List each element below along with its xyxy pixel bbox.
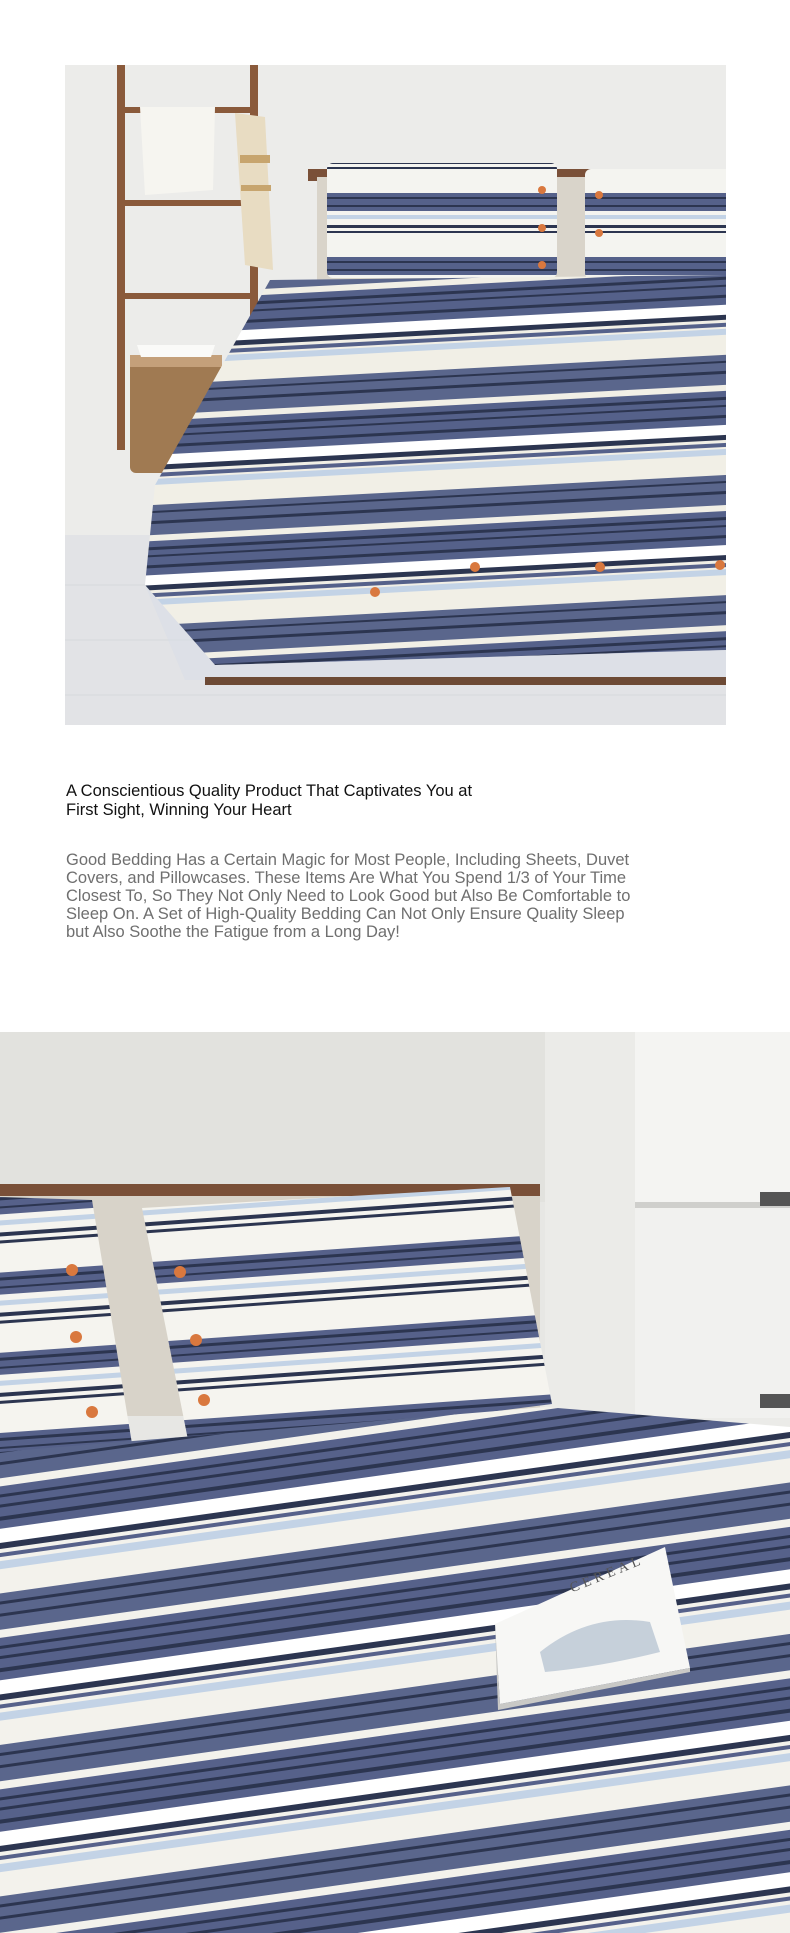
magazine-title: CEREAL [567, 1552, 647, 1597]
feature-headline: A Conscientious Quality Product That Captivates You at First Sight, Winning Your Heart [66, 782, 473, 819]
hero-product-image [65, 65, 726, 725]
detail-product-image [0, 1032, 790, 1933]
feature-description: Good Bedding Has a Certain Magic for Most People, Including Sheets, Duvet Covers, and Pillowcases. These Items Are What You Spend 1/3 of Your Time Closest To, So They Not Only Need to Look Good but Also Be Comfortable to Sleep On. A Set of High-Quality Bedding Can Not Only Ensure Quality Sleep but Also Soothe the Fatigue from a Long Day! [66, 851, 631, 941]
